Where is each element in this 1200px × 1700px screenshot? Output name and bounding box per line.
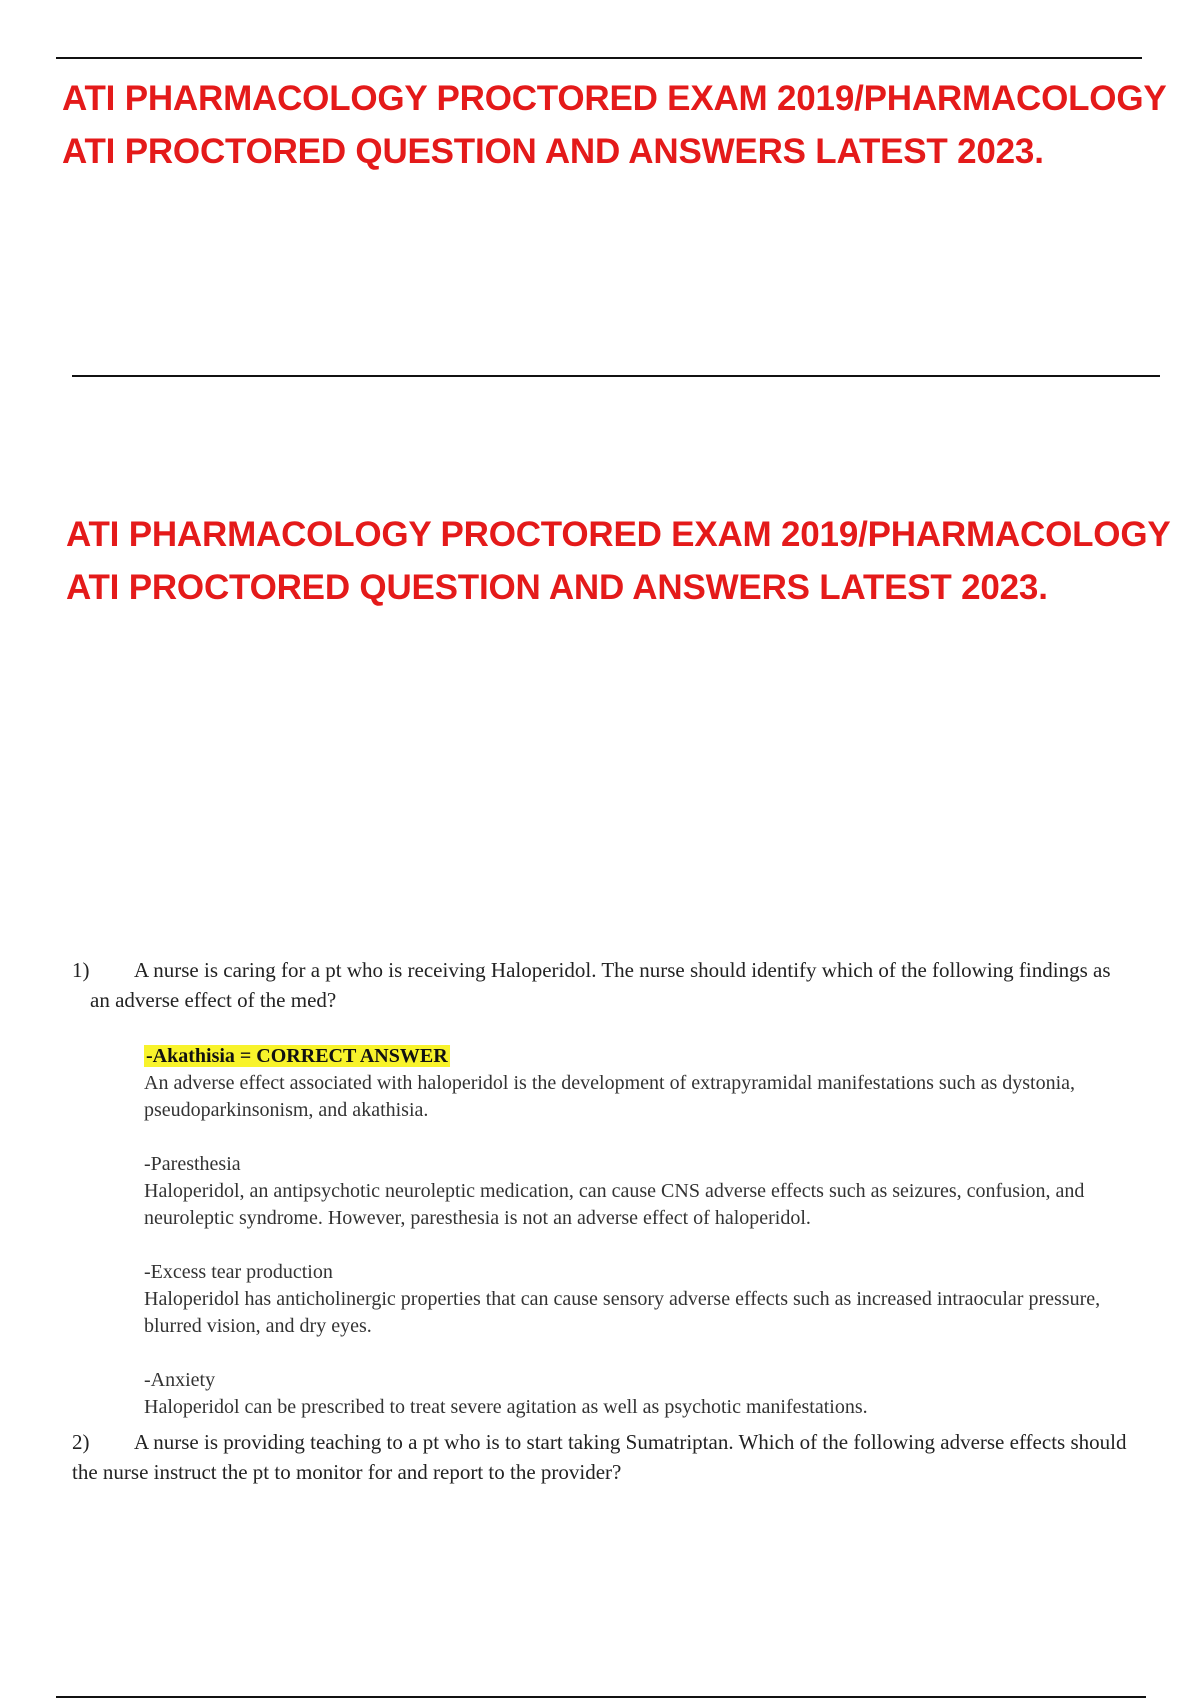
answer-label: -Paresthesia (144, 1153, 241, 1175)
question-2 (72, 1427, 1172, 1487)
answer-option (144, 1151, 1154, 1232)
answer-rationale: An adverse effect associated with haloperidol is the development of extrapyramidal manifestations such as dystonia, pseudoparkinsonism, and akathisia. (144, 1072, 1076, 1121)
answer-label: -Anxiety (144, 1369, 216, 1391)
title-repeat-line-1: ATI PHARMACOLOGY PROCTORED EXAM 2019/PHARMACOLOGY (66, 515, 1171, 554)
top-divider (56, 57, 1142, 59)
correct-answer-label: -Akathisia = CORRECT ANSWER (146, 1045, 448, 1067)
answer-option (144, 1259, 1154, 1340)
question-text-line-2: an adverse effect of the med? (90, 988, 337, 1012)
answer-options (144, 1043, 1154, 1421)
bottom-divider (56, 1696, 1146, 1698)
answer-option-correct (144, 1043, 1154, 1124)
question-text-line-1: A nurse is providing teaching to a pt who is to start taking Sumatriptan. Which of the following adverse effects should (134, 1430, 1127, 1454)
answer-rationale: Haloperidol can be prescribed to treat severe agitation as well as psychotic manifestations. (144, 1396, 868, 1418)
title-repeat-line-2: ATI PROCTORED QUESTION AND ANSWERS LATEST 2023. (66, 568, 1048, 607)
question-text-line-2: the nurse instruct the pt to monitor for and report to the provider? (72, 1460, 622, 1484)
answer-rationale: Haloperidol, an antipsychotic neuroleptic medication, can cause CNS adverse effects such as seizures, confusion, and neuroleptic syndrome. However, paresthesia is not an adverse effect of haloperidol. (144, 1180, 1085, 1229)
section-divider (72, 375, 1160, 377)
title-line-1: ATI PHARMACOLOGY PROCTORED EXAM 2019/PHARMACOLOGY (62, 79, 1167, 118)
answer-label: -Excess tear production (144, 1261, 333, 1283)
title-line-2: ATI PROCTORED QUESTION AND ANSWERS LATEST 2023. (62, 132, 1044, 171)
question-1 (72, 955, 1172, 1015)
answer-rationale: Haloperidol has anticholinergic properties that can cause sensory adverse effects such as increased intraocular pressure, blurred vision, and dry eyes. (144, 1288, 1101, 1337)
answer-option (144, 1367, 1154, 1421)
document-title (62, 72, 1182, 178)
document-title-repeat (66, 508, 1186, 614)
question-number: 2) (72, 1430, 90, 1454)
question-number: 1) (72, 958, 90, 982)
question-text-line-1: A nurse is caring for a pt who is receiving Haloperidol. The nurse should identify which of the following findings as (134, 958, 1111, 982)
